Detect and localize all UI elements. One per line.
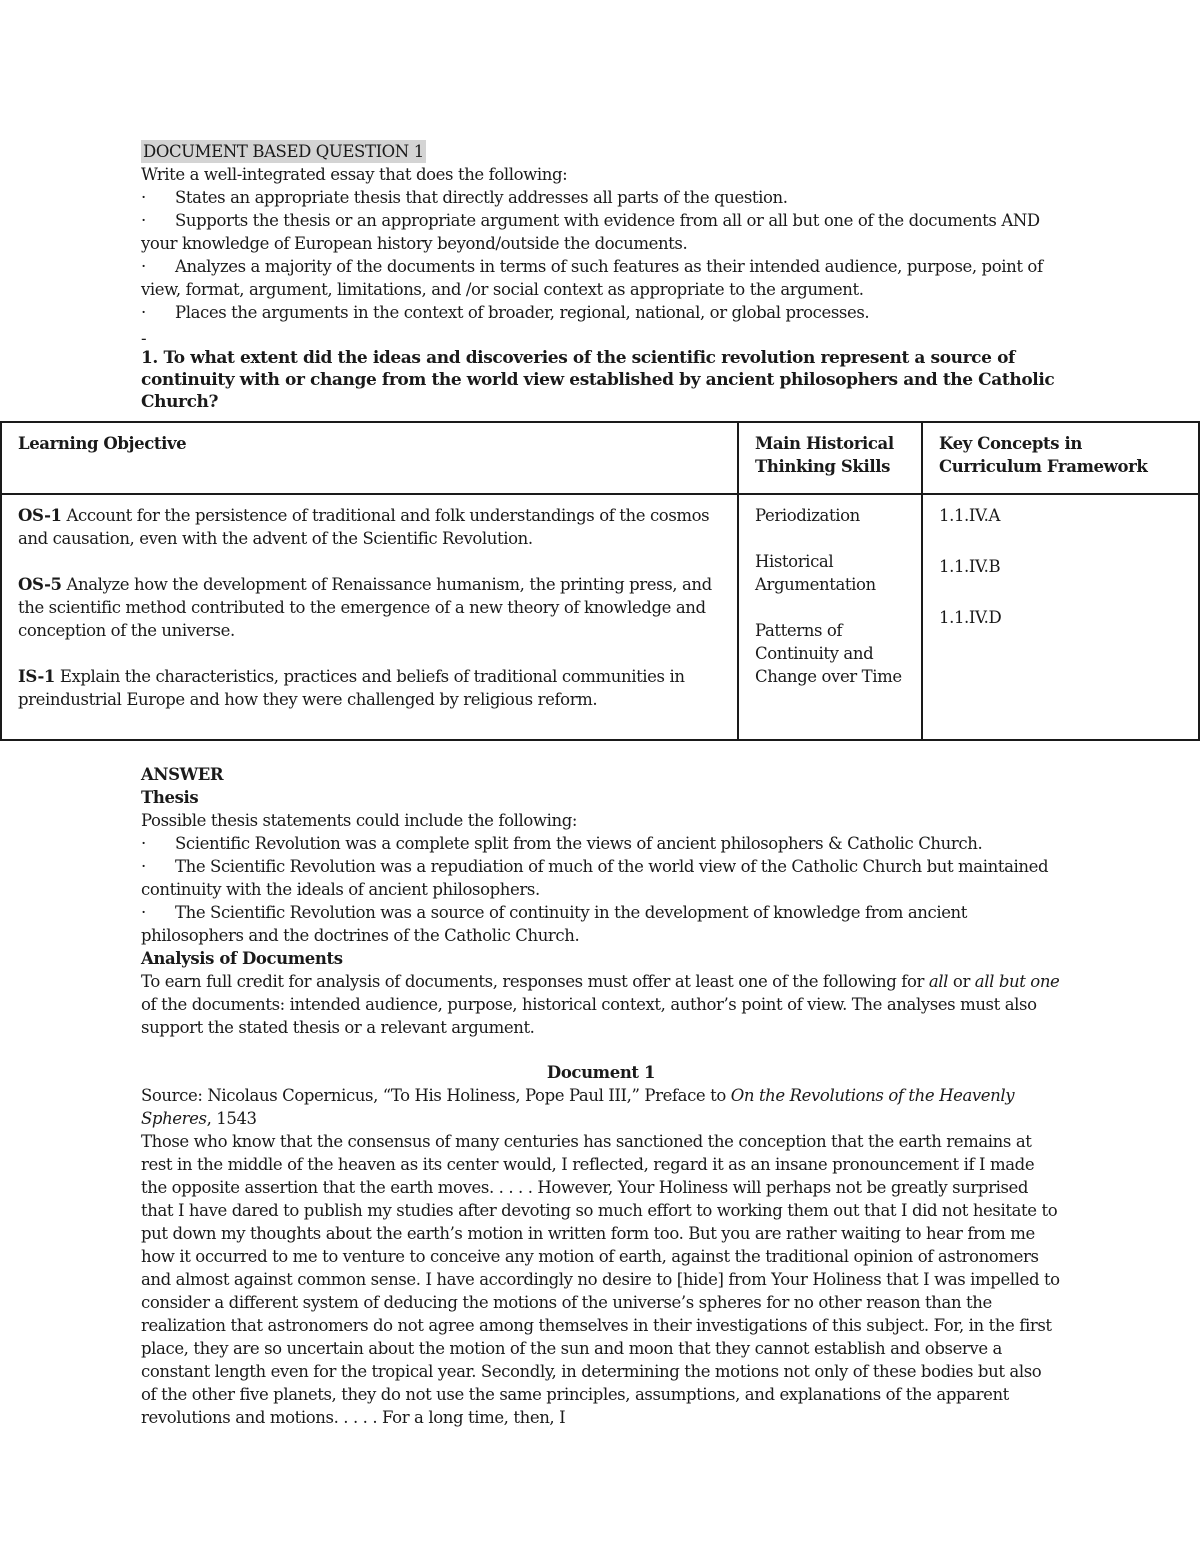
document-body: Those who know that the consensus of many centuries has sanctioned the conception that the earth remains at rest in the middle of the heaven as its center would, I reflected, regard it as an insane pronouncement if I made the opposite assertion that the earth moves. . . . . However, Your Holiness will perhaps not be greatly surprised that I have dared to publish my studies after devoting so much effort to working them out that I did not hesitate to put down my thoughts about the earth’s motion in written form too. But you are rather waiting to hear from me how it occurred to me to venture to conceive any motion of earth, against the traditional opinion of astronomers and almost against common sense. I have accordingly no desire to [hide] from Your Holiness that I was impelled to consider a different system of deducing the motions of the universe’s spheres for no other reason than the realization that astronomers do not agree among themselves in their investigations of this subject. For, in the first place, they are so uncertain about the motion of the sun and moon that they cannot establish and observe a constant length even for the tropical year. Secondly, in determining the motions not only of these bodies but also of the other five planets, they do not use the same principles, assumptions, and explanations of the apparent revolutions and motions. . . . . For a long time, then, I bbox=[141, 1132, 1060, 1427]
requirement-item: · Places the arguments in the context of broader, regional, national, or global processes. bbox=[141, 303, 870, 322]
concept-item: 1.1.IV.A bbox=[939, 506, 1000, 525]
skill-item: Patterns of Continuity and Change over Time bbox=[755, 621, 902, 686]
objective-os1: OS-1 Account for the persistence of traditional and folk understandings of the cosmos and causation, even with the advent of the Scientific Revolution. bbox=[18, 506, 710, 548]
essay-question: 1. To what extent did the ideas and discoveries of the scientific revolution represent a source of continuity with or change from the world view established by ancient philosophers and the Catholic Church? bbox=[141, 348, 1055, 412]
instructions-text: Write a well-integrated essay that does the following: bbox=[141, 165, 568, 184]
table-row bbox=[1, 494, 1199, 740]
concepts-cell bbox=[922, 494, 1199, 740]
header-thinking-skills: Main Historical Thinking Skills bbox=[738, 422, 922, 494]
thesis-intro: Possible thesis statements could include the following: bbox=[141, 811, 578, 830]
header-key-concepts: Key Concepts in Curriculum Framework bbox=[922, 422, 1199, 494]
analysis-text: To earn full credit for analysis of documents, responses must offer at least one of the following for all or all but one of the documents: intended audience, purpose, historical context, author’s point of view. The analyses must also support the stated thesis or a relevant argument. bbox=[141, 972, 1060, 1037]
learning-objectives-table bbox=[0, 421, 1200, 741]
header-learning-objective: Learning Objective bbox=[1, 422, 738, 494]
concept-item: 1.1.IV.B bbox=[939, 557, 1001, 576]
requirement-item: · Supports the thesis or an appropriate argument with evidence from all or all but one of the documents AND your knowledge of European history beyond/outside the documents. bbox=[141, 211, 1040, 253]
objectives-cell bbox=[1, 494, 738, 740]
thesis-heading: Thesis bbox=[141, 788, 199, 807]
skills-cell bbox=[738, 494, 922, 740]
table-header-row bbox=[1, 422, 1199, 494]
answer-label: ANSWER bbox=[141, 765, 224, 784]
thesis-item: · Scientific Revolution was a complete split from the views of ancient philosophers & Catholic Church. bbox=[141, 834, 983, 853]
dbq-title: DOCUMENT BASED QUESTION 1 bbox=[143, 142, 424, 161]
requirement-item: · Analyzes a majority of the documents in terms of such features as their intended audience, purpose, point of view, format, argument, limitations, and /or social context as appropriate to the argument. bbox=[141, 257, 1043, 299]
document-1-section bbox=[141, 1061, 1061, 1429]
instructions-section bbox=[141, 140, 1061, 413]
requirement-item: · States an appropriate thesis that directly addresses all parts of the question. bbox=[141, 188, 788, 207]
dash-separator: - bbox=[141, 329, 147, 348]
skill-item: Periodization bbox=[755, 506, 860, 525]
thesis-item: · The Scientific Revolution was a repudiation of much of the world view of the Catholic Church but maintained continuity with the ideals of ancient philosophers. bbox=[141, 857, 1049, 899]
document-title: Document 1 bbox=[546, 1063, 656, 1082]
answer-section bbox=[141, 763, 1061, 1039]
concept-item: 1.1.IV.D bbox=[939, 608, 1002, 627]
thesis-item: · The Scientific Revolution was a source of continuity in the development of knowledge from ancient philosophers and the doctrines of the Catholic Church. bbox=[141, 903, 968, 945]
objective-os5: OS-5 Analyze how the development of Renaissance humanism, the printing press, and the scientific method contributed to the emergence of a new theory of knowledge and conception of the universe. bbox=[18, 575, 712, 640]
skill-item: Historical Argumentation bbox=[755, 552, 876, 594]
document-source: Source: Nicolaus Copernicus, “To His Holiness, Pope Paul III,” Preface to On the Revolutions of the Heavenly Spheres, 1543 bbox=[141, 1086, 1015, 1128]
objective-is1: IS-1 Explain the characteristics, practices and beliefs of traditional communities in preindustrial Europe and how they were challenged by religious reform. bbox=[18, 667, 685, 709]
analysis-heading: Analysis of Documents bbox=[141, 949, 343, 968]
